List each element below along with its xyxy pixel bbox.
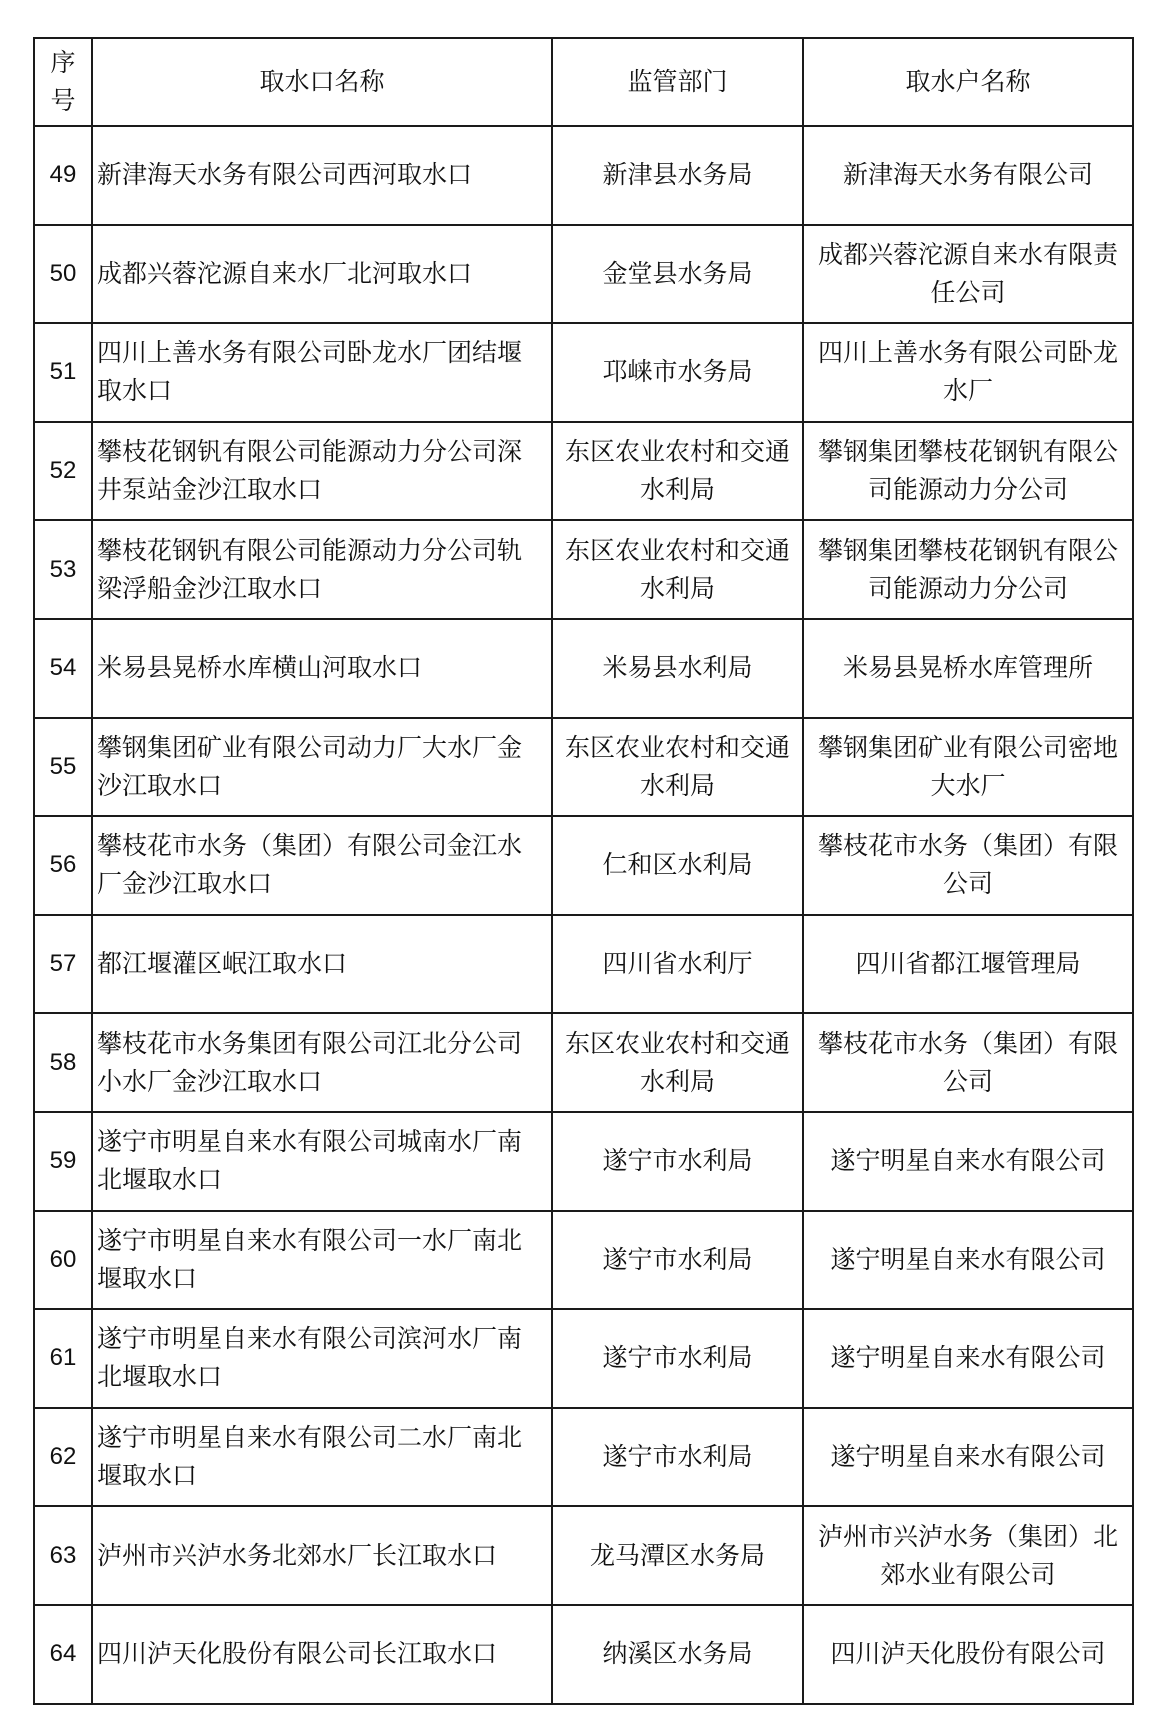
cell-seq: 53 [34, 520, 92, 619]
cell-supervising-dept: 东区农业农村和交通水利局 [552, 1013, 803, 1112]
table-row [34, 816, 1133, 915]
cell-supervising-dept: 遂宁市水利局 [552, 1112, 803, 1211]
cell-intake-name: 都江堰灌区岷江取水口 [92, 915, 552, 1014]
cell-water-user: 四川上善水务有限公司卧龙水厂 [803, 323, 1133, 422]
cell-seq: 55 [34, 718, 92, 817]
cell-water-user: 米易县晃桥水库管理所 [803, 619, 1133, 718]
table-row [34, 323, 1133, 422]
table-row [34, 1211, 1133, 1310]
cell-water-user: 遂宁明星自来水有限公司 [803, 1112, 1133, 1211]
cell-supervising-dept: 遂宁市水利局 [552, 1408, 803, 1507]
cell-supervising-dept: 金堂县水务局 [552, 225, 803, 324]
cell-supervising-dept: 纳溪区水务局 [552, 1605, 803, 1704]
table-header [34, 38, 1133, 126]
cell-intake-name: 泸州市兴泸水务北郊水厂长江取水口 [92, 1506, 552, 1605]
cell-supervising-dept: 龙马潭区水务局 [552, 1506, 803, 1605]
cell-water-user: 攀枝花市水务（集团）有限公司 [803, 1013, 1133, 1112]
table-row [34, 520, 1133, 619]
table-row [34, 225, 1133, 324]
cell-seq: 60 [34, 1211, 92, 1310]
cell-supervising-dept: 米易县水利局 [552, 619, 803, 718]
cell-intake-name: 攀枝花市水务集团有限公司江北分公司小水厂金沙江取水口 [92, 1013, 552, 1112]
cell-seq: 58 [34, 1013, 92, 1112]
cell-water-user: 遂宁明星自来水有限公司 [803, 1309, 1133, 1408]
cell-intake-name: 新津海天水务有限公司西河取水口 [92, 126, 552, 225]
table-row [34, 1506, 1133, 1605]
cell-supervising-dept: 东区农业农村和交通水利局 [552, 422, 803, 521]
cell-seq: 54 [34, 619, 92, 718]
table-row [34, 1013, 1133, 1112]
table-row [34, 1605, 1133, 1704]
table-row [34, 1112, 1133, 1211]
cell-seq: 52 [34, 422, 92, 521]
cell-supervising-dept: 遂宁市水利局 [552, 1309, 803, 1408]
cell-water-user: 攀钢集团矿业有限公司密地大水厂 [803, 718, 1133, 817]
header-seq: 序号 [34, 38, 92, 126]
cell-water-user: 泸州市兴泸水务（集团）北郊水业有限公司 [803, 1506, 1133, 1605]
cell-seq: 49 [34, 126, 92, 225]
cell-supervising-dept: 四川省水利厅 [552, 915, 803, 1014]
table-row [34, 126, 1133, 225]
cell-seq: 61 [34, 1309, 92, 1408]
cell-seq: 50 [34, 225, 92, 324]
table-row [34, 1309, 1133, 1408]
cell-water-user: 成都兴蓉沱源自来水有限责任公司 [803, 225, 1133, 324]
cell-intake-name: 攀钢集团矿业有限公司动力厂大水厂金沙江取水口 [92, 718, 552, 817]
table-row [34, 422, 1133, 521]
cell-supervising-dept: 遂宁市水利局 [552, 1211, 803, 1310]
water-intake-table [33, 37, 1134, 1705]
cell-supervising-dept: 东区农业农村和交通水利局 [552, 520, 803, 619]
cell-intake-name: 四川上善水务有限公司卧龙水厂团结堰取水口 [92, 323, 552, 422]
cell-seq: 59 [34, 1112, 92, 1211]
cell-intake-name: 遂宁市明星自来水有限公司滨河水厂南北堰取水口 [92, 1309, 552, 1408]
table-row [34, 915, 1133, 1014]
cell-water-user: 遂宁明星自来水有限公司 [803, 1211, 1133, 1310]
cell-intake-name: 遂宁市明星自来水有限公司一水厂南北堰取水口 [92, 1211, 552, 1310]
header-row [34, 38, 1133, 126]
header-supervising-dept: 监管部门 [552, 38, 803, 126]
table-row [34, 619, 1133, 718]
cell-intake-name: 攀枝花钢钒有限公司能源动力分公司深井泵站金沙江取水口 [92, 422, 552, 521]
cell-water-user: 遂宁明星自来水有限公司 [803, 1408, 1133, 1507]
cell-water-user: 四川泸天化股份有限公司 [803, 1605, 1133, 1704]
cell-seq: 63 [34, 1506, 92, 1605]
cell-water-user: 攀钢集团攀枝花钢钒有限公司能源动力分公司 [803, 520, 1133, 619]
header-intake-name: 取水口名称 [92, 38, 552, 126]
cell-intake-name: 四川泸天化股份有限公司长江取水口 [92, 1605, 552, 1704]
cell-supervising-dept: 东区农业农村和交通水利局 [552, 718, 803, 817]
table-row [34, 718, 1133, 817]
table-body [34, 126, 1133, 1704]
header-water-user: 取水户名称 [803, 38, 1133, 126]
cell-seq: 51 [34, 323, 92, 422]
cell-intake-name: 成都兴蓉沱源自来水厂北河取水口 [92, 225, 552, 324]
cell-seq: 57 [34, 915, 92, 1014]
cell-supervising-dept: 仁和区水利局 [552, 816, 803, 915]
cell-intake-name: 攀枝花市水务（集团）有限公司金江水厂金沙江取水口 [92, 816, 552, 915]
cell-intake-name: 遂宁市明星自来水有限公司二水厂南北堰取水口 [92, 1408, 552, 1507]
cell-water-user: 攀钢集团攀枝花钢钒有限公司能源动力分公司 [803, 422, 1133, 521]
cell-supervising-dept: 邛崃市水务局 [552, 323, 803, 422]
cell-seq: 64 [34, 1605, 92, 1704]
cell-seq: 62 [34, 1408, 92, 1507]
cell-intake-name: 遂宁市明星自来水有限公司城南水厂南北堰取水口 [92, 1112, 552, 1211]
cell-intake-name: 攀枝花钢钒有限公司能源动力分公司轨梁浮船金沙江取水口 [92, 520, 552, 619]
cell-water-user: 攀枝花市水务（集团）有限公司 [803, 816, 1133, 915]
cell-water-user: 四川省都江堰管理局 [803, 915, 1133, 1014]
cell-supervising-dept: 新津县水务局 [552, 126, 803, 225]
cell-seq: 56 [34, 816, 92, 915]
cell-intake-name: 米易县晃桥水库横山河取水口 [92, 619, 552, 718]
cell-water-user: 新津海天水务有限公司 [803, 126, 1133, 225]
table-row [34, 1408, 1133, 1507]
